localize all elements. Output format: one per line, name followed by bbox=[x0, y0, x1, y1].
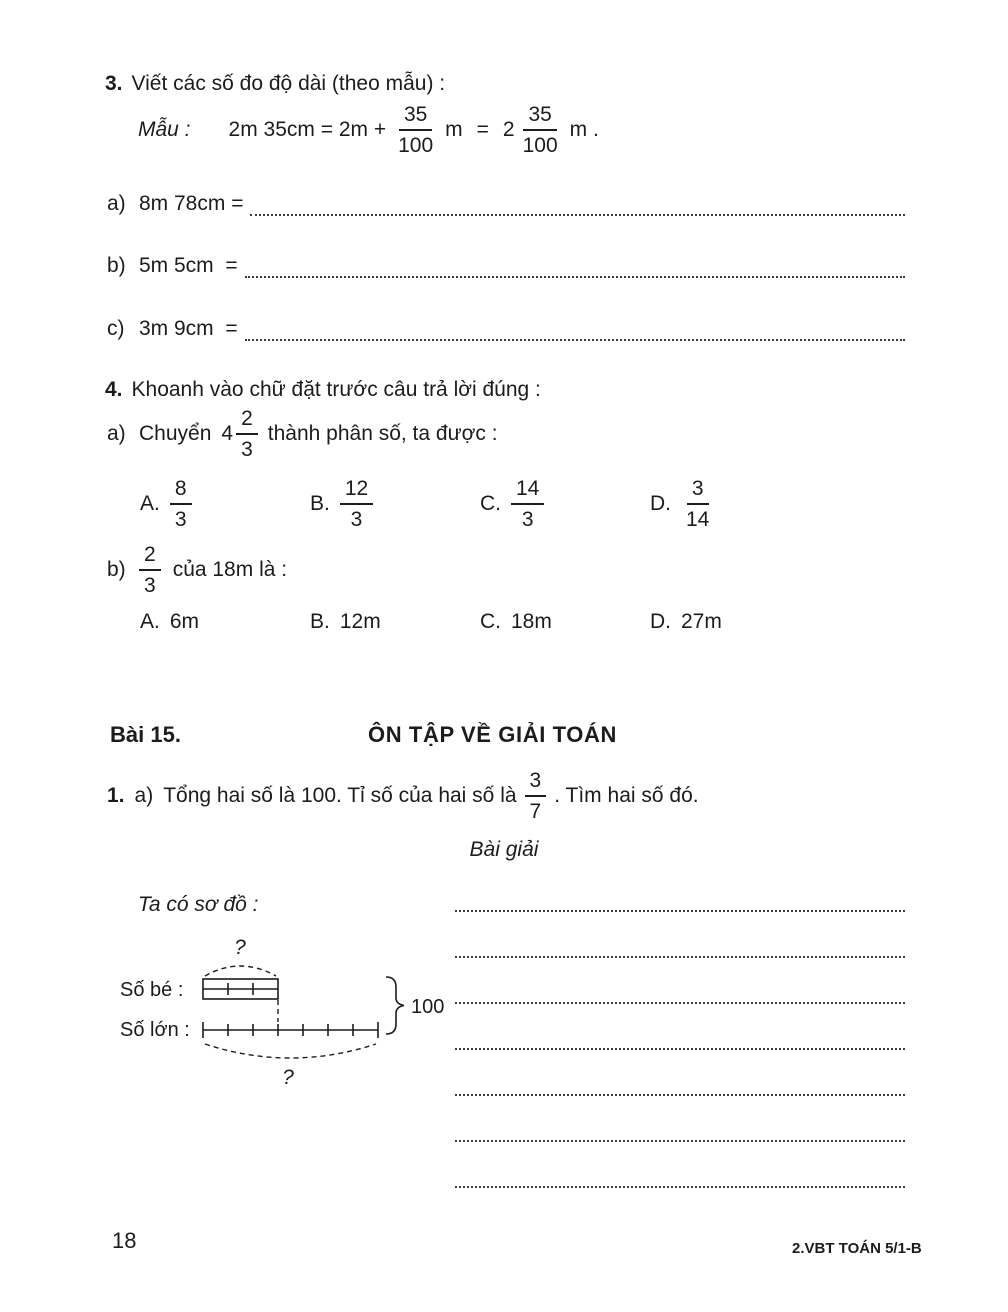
fraction-denominator: 7 bbox=[529, 800, 542, 823]
option-fraction bbox=[681, 478, 714, 530]
item-label: b) bbox=[107, 254, 126, 277]
exercise-4-number: 4. bbox=[105, 378, 123, 401]
bottom-dashed-arc bbox=[205, 1044, 376, 1058]
part-a-lead: Chuyển bbox=[139, 422, 212, 445]
option-letter: D. bbox=[650, 610, 671, 633]
small-number-label: Số bé : bbox=[120, 979, 184, 1001]
solution-dotted-line bbox=[455, 1004, 905, 1050]
solution-heading: Bài giải bbox=[469, 838, 539, 861]
example-fraction-1 bbox=[393, 104, 438, 156]
question-mark-bottom: ? bbox=[282, 1066, 294, 1089]
fraction-denominator: 100 bbox=[522, 134, 558, 157]
footer-book-code: 2.VBT TOÁN 5/1-B bbox=[792, 1240, 922, 1257]
fraction-denominator: 3 bbox=[350, 508, 363, 531]
example-fraction-2 bbox=[518, 104, 563, 156]
solution-dotted-line bbox=[455, 1050, 905, 1096]
solution-dotted-line bbox=[455, 958, 905, 1004]
exercise-3-example bbox=[138, 104, 599, 156]
fraction-numerator: 3 bbox=[525, 770, 547, 797]
lesson-label: Bài 15. bbox=[110, 722, 181, 747]
solution-answer-area bbox=[455, 866, 905, 1188]
fraction-numerator: 12 bbox=[340, 478, 373, 505]
option-letter: B. bbox=[310, 492, 330, 515]
exercise-4-heading bbox=[105, 378, 541, 402]
mixed-number-fraction bbox=[236, 408, 258, 460]
option-value: 6m bbox=[169, 610, 200, 633]
page-number: 18 bbox=[112, 1228, 137, 1253]
problem-lead: Tổng hai số là 100. Tỉ số của hai số là bbox=[163, 784, 517, 807]
fraction-numerator: 8 bbox=[170, 478, 192, 505]
large-number-label: Số lớn : bbox=[120, 1019, 190, 1041]
fraction-numerator: 14 bbox=[511, 478, 544, 505]
exercise-3-item-a bbox=[107, 192, 905, 216]
diagram-caption: Ta có sơ đồ : bbox=[138, 893, 259, 916]
fraction-numerator: 2 bbox=[139, 544, 161, 571]
solution-dotted-line bbox=[455, 1142, 905, 1188]
fraction-numerator: 35 bbox=[399, 104, 432, 131]
problem-tail: . Tìm hai số đó. bbox=[554, 784, 699, 807]
fraction-denominator: 14 bbox=[686, 508, 710, 531]
total-brace bbox=[386, 977, 404, 1034]
item-text: 3m 9cm = bbox=[139, 317, 238, 340]
example-unit-2: m . bbox=[569, 118, 599, 141]
exercise-4-part-b bbox=[107, 544, 287, 596]
item-label: a) bbox=[107, 192, 126, 215]
exercise-4b-options bbox=[140, 610, 722, 634]
option-fraction bbox=[340, 478, 373, 530]
solution-dotted-line bbox=[455, 912, 905, 958]
total-value: 100 bbox=[411, 996, 445, 1018]
top-dashed-arc bbox=[205, 966, 276, 976]
option-b[interactable] bbox=[310, 478, 480, 530]
example-equals-sign: = bbox=[476, 118, 489, 141]
item-text: 8m 78cm = bbox=[139, 192, 244, 215]
option-letter: A. bbox=[140, 492, 160, 515]
option-d[interactable] bbox=[650, 478, 714, 530]
solution-dotted-line bbox=[455, 866, 905, 912]
part-label: a) bbox=[107, 422, 126, 445]
exercise-3-number: 3. bbox=[105, 72, 123, 95]
exercise-3-item-b bbox=[107, 254, 905, 278]
part-b-tail: của 18m là : bbox=[172, 558, 288, 581]
problem-part-label: a) bbox=[134, 784, 154, 807]
item-label: c) bbox=[107, 317, 125, 340]
question-mark-top: ? bbox=[234, 936, 246, 959]
option-letter: A. bbox=[140, 610, 160, 633]
lesson-title: ÔN TẬP VỀ GIẢI TOÁN bbox=[368, 722, 617, 747]
part-a-tail: thành phân số, ta được : bbox=[267, 422, 498, 445]
exercise-3-heading bbox=[105, 72, 445, 96]
exercise-3-item-c bbox=[107, 317, 905, 341]
option-b[interactable] bbox=[310, 610, 480, 634]
option-fraction bbox=[511, 478, 544, 530]
option-letter: C. bbox=[480, 492, 501, 515]
option-value: 18m bbox=[511, 610, 552, 633]
option-d[interactable] bbox=[650, 610, 722, 634]
answer-dotted-line bbox=[245, 273, 905, 278]
option-fraction bbox=[170, 478, 192, 530]
example-label: Mẫu : bbox=[138, 118, 191, 141]
option-letter: D. bbox=[650, 492, 671, 515]
example-unit-1: m bbox=[445, 118, 463, 141]
part-label: b) bbox=[107, 558, 126, 581]
option-value: 27m bbox=[681, 610, 722, 633]
option-value: 12m bbox=[339, 610, 381, 633]
problem-1-statement bbox=[107, 770, 699, 822]
item-text: 5m 5cm = bbox=[139, 254, 238, 277]
problem-number: 1. bbox=[107, 784, 125, 807]
fraction-numerator: 2 bbox=[236, 408, 258, 435]
exercise-4-title: Khoanh vào chữ đặt trước câu trả lời đúng : bbox=[131, 378, 541, 401]
option-c[interactable] bbox=[480, 610, 650, 634]
exercise-3-title: Viết các số đo độ dài (theo mẫu) : bbox=[131, 72, 446, 95]
option-a[interactable] bbox=[140, 610, 310, 634]
fraction-numerator: 3 bbox=[687, 478, 709, 505]
option-a[interactable] bbox=[140, 478, 310, 530]
mixed-number-whole: 4 bbox=[221, 422, 234, 445]
example-whole-number: 2 bbox=[502, 118, 515, 141]
fraction-denominator: 3 bbox=[174, 508, 187, 531]
fraction-denominator: 3 bbox=[241, 438, 253, 461]
answer-dotted-line bbox=[250, 211, 905, 216]
solution-dotted-line bbox=[455, 1096, 905, 1142]
exercise-4-part-a bbox=[107, 408, 498, 460]
fraction-numerator: 35 bbox=[523, 104, 556, 131]
answer-dotted-line bbox=[245, 336, 905, 341]
option-c[interactable] bbox=[480, 478, 650, 530]
exercise-4a-options bbox=[140, 478, 714, 530]
fraction-denominator: 3 bbox=[144, 574, 156, 597]
fraction-denominator: 100 bbox=[398, 134, 434, 157]
option-letter: B. bbox=[310, 610, 330, 633]
option-letter: C. bbox=[480, 610, 501, 633]
ratio-fraction bbox=[525, 770, 547, 822]
part-b-fraction bbox=[139, 544, 161, 596]
example-lead: 2m 35cm = 2m + bbox=[228, 118, 387, 141]
fraction-denominator: 3 bbox=[521, 508, 534, 531]
